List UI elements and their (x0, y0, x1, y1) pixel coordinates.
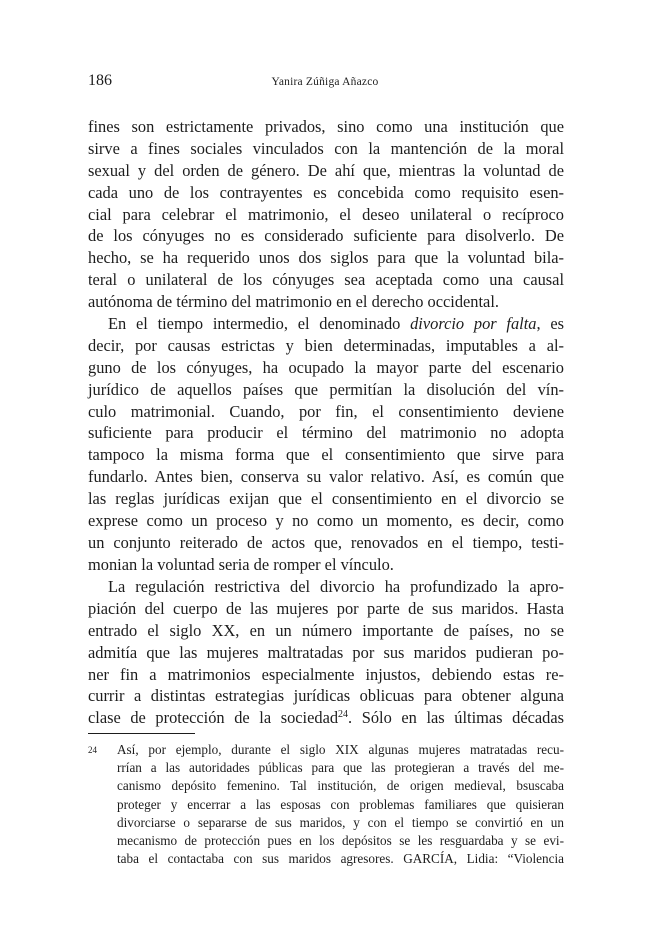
text-line-first (88, 313, 564, 335)
page-header (88, 72, 562, 94)
text-line: currir a distintas estrategias jurídicas oblicuas para obtener alguna (88, 686, 564, 706)
text-line: entrado el siglo XX, en un número importante de países, no se (88, 620, 564, 640)
text-line: fundarlo. Antes bien, conserva su valor relativo. Así, es común que (88, 467, 564, 487)
footnote-line: Así, por ejemplo, durante el siglo XIX algunas mujeres matratadas recu- (117, 742, 564, 757)
text-line: las reglas jurídicas exijan que el consentimiento en el divorcio se (88, 489, 564, 509)
text-run: . Sólo en las últimas décadas (348, 708, 565, 728)
text-line: fines son estrictamente privados, sino como una institución que (88, 117, 564, 136)
text-line: teral o unilateral de los cónyuges sea aceptada como una causal (88, 270, 564, 290)
text-line-with-footnote-ref (88, 707, 564, 729)
footnote-line: taba el contactaba con sus maridos agresores. GARCÍA, Lidia: “Violencia (117, 851, 564, 867)
text-line: cial para celebrar el matrimonio, el deseo unilateral o recíproco (88, 204, 564, 224)
footnote-number: 24 (88, 745, 97, 755)
text-line: exprese como un proceso y no como un momento, es decir, como (88, 511, 564, 531)
text-line: monian la voluntad seria de romper el vínculo. (88, 554, 394, 574)
text-line: un conjunto reiterado de actos que, renovados en el tiempo, testi- (88, 532, 564, 552)
text-line: ner fin a matrimonios especialmente injustos, debiendo estas re- (88, 664, 564, 684)
footnote-line: mecanismo de protección pues en los depósitos se les resguardaba y se evi- (117, 832, 564, 848)
text-line: autónoma de término del matrimonio en el derecho occidental. (88, 292, 499, 312)
text-line: jurídico de aquellos países que permitían la disolución del vín- (88, 379, 564, 399)
text-run: En el tiempo intermedio, el denominado (108, 314, 411, 333)
paragraph-2 (88, 313, 564, 576)
text-line: decir, por causas estrictas y bien determinadas, imputables a al- (88, 335, 564, 355)
text-line: guno de los cónyuges, ha ocupado la mayor parte del escenario (88, 357, 564, 377)
text-line: tampoco la misma forma que el consentimiento que sirve para (88, 445, 564, 465)
text-line: suficiente para producir el término del matrimonio no adopta (88, 423, 564, 443)
text-line: La regulación restrictiva del divorcio ha profundizado la apro- (108, 577, 564, 596)
page-number: 186 (88, 72, 112, 89)
text-run: clase de protección de la sociedad (88, 708, 339, 728)
text-line: admitía que las mujeres maltratadas por sus maridos pudieran po- (88, 642, 564, 662)
text-line: hecho, se ha requerido unos dos siglos para que la voluntad bila- (88, 248, 564, 268)
text-line: de los cónyuges no es considerado suficiente para disolverlo. De (88, 226, 564, 246)
paragraph-1 (88, 116, 564, 313)
text-run: , es (536, 314, 564, 333)
running-head: Yanira Zúñiga Añazco (271, 76, 379, 88)
footnote-line: rrían a las autoridades públicas para que las protegieran a través del me- (117, 760, 564, 776)
footnote-reference[interactable]: 24 (338, 709, 349, 721)
text-line: cada uno de los contrayentes es concebida como requisito esen- (88, 182, 564, 202)
text-line: sexual y del orden de género. De ahí que, mientras la voluntad de (88, 160, 564, 180)
footnote-line: divorciarse o separarse de sus maridos, y con el tiempo se convirtió en un (117, 814, 564, 830)
text-line: culo matrimonial. Cuando, por fin, el consentimiento deviene (88, 401, 564, 421)
text-line: piación del cuerpo de las mujeres por parte de sus maridos. Hasta (88, 598, 564, 618)
italic-term: divorcio por falta (410, 314, 537, 333)
footnote-separator (88, 733, 195, 734)
footnote-body (117, 741, 564, 868)
paragraph-3 (88, 576, 564, 729)
footnote-line: canismo depósito femenino. Tal institución, de origen medieval, bsuscaba (117, 778, 564, 794)
text-line: sirve a fines sociales vinculados con la mantención de la moral (88, 138, 564, 158)
footnote-line: proteger y encerrar a las esposas con problemas familiares que quisieran (117, 796, 564, 812)
